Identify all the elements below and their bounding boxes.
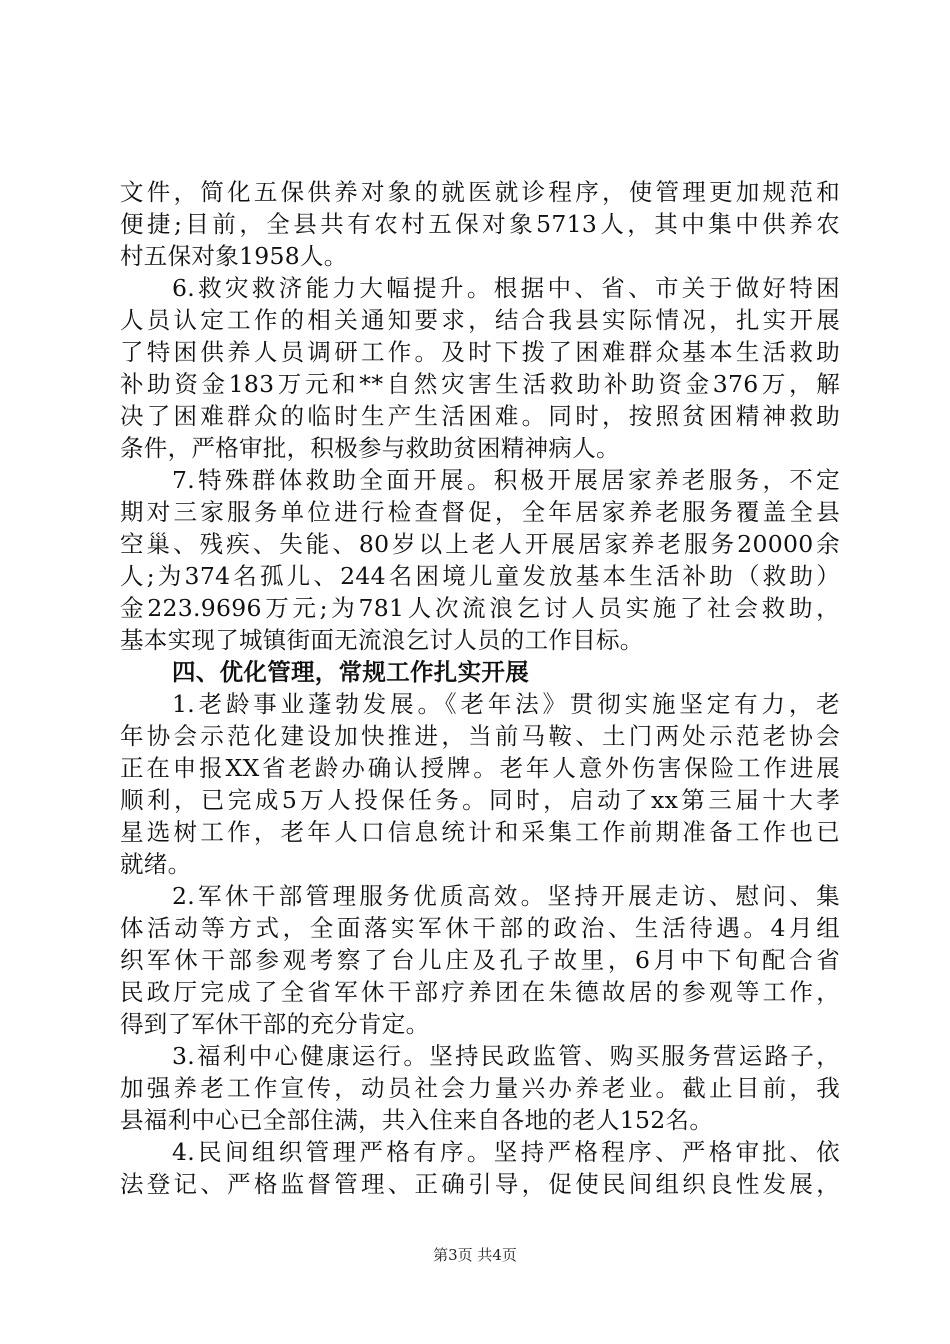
text-line: 县福利中心已全部住满，共入住来自各地的老人152名。 [120, 1106, 714, 1134]
text-line: 体活动等方式，全面落实军休干部的政治、生活待遇。4月组 [120, 914, 840, 942]
text-line: 便捷;目前，全县共有农村五保对象5713人，其中集中供养农 [120, 210, 840, 238]
text-line: 金223.9696万元;为781人次流浪乞讨人员实施了社会救助， [120, 594, 840, 622]
text-line: 条件，严格审批，积极参与救助贫困精神病人。 [120, 434, 620, 462]
text-line: 人;为374名孤儿、244名困境儿童发放基本生活补助（救助） [120, 562, 840, 590]
page-number: 第3页 共4页 [433, 1246, 517, 1264]
text-line: 年协会示范化建设加快推进，当前马鞍、土门两处示范老协会 [120, 722, 840, 750]
text-line: 人员认定工作的相关通知要求，结合我县实际情况，扎实开展 [120, 306, 840, 334]
text-line: 正在申报XX省老龄办确认授牌。老年人意外伤害保险工作进展 [120, 754, 840, 782]
text-line: 基本实现了城镇街面无流浪乞讨人员的工作目标。 [120, 626, 644, 654]
paragraph-4-start: 4.民间组织管理严格有序。坚持严格程序、严格审批、依 [172, 1138, 840, 1166]
paragraph-6-start: 6.救灾救济能力大幅提升。根据中、省、市关于做好特困 [172, 274, 840, 302]
text-line: 就绪。 [120, 850, 192, 878]
text-line: 星选树工作，老年人口信息统计和采集工作前期准备工作也已 [120, 818, 840, 846]
text-line: 决了困难群众的临时生产生活困难。同时，按照贫困精神救助 [120, 402, 840, 430]
paragraph-1-start: 1.老龄事业蓬勃发展。《老年法》贯彻实施坚定有力，老 [172, 690, 840, 718]
paragraph-2-start: 2.军休干部管理服务优质高效。坚持开展走访、慰问、集 [172, 882, 840, 910]
text-line: 法登记、严格监督管理、正确引导，促使民间组织良性发展， [120, 1170, 840, 1198]
text-line: 加强养老工作宣传，动员社会力量兴办养老业。截止目前，我 [120, 1074, 840, 1102]
text-line: 文件，简化五保供养对象的就医就诊程序，使管理更加规范和 [120, 178, 840, 206]
text-line: 村五保对象1958人。 [120, 242, 348, 270]
text-line: 民政厅完成了全省军休干部疗养团在朱德故居的参观等工作， [120, 978, 840, 1006]
paragraph-7-start: 7.特殊群体救助全面开展。积极开展居家养老服务，不定 [172, 466, 840, 494]
section-heading: 四、优化管理，常规工作扎实开展 [172, 658, 529, 686]
text-line: 补助资金183万元和**自然灾害生活救助补助资金376万，解 [120, 370, 840, 398]
text-line: 空巢、残疾、失能、80岁以上老人开展居家养老服务20000余 [120, 530, 840, 558]
text-line: 期对三家服务单位进行检查督促，全年居家养老服务覆盖全县 [120, 498, 840, 526]
text-line: 了特困供养人员调研工作。及时下拨了困难群众基本生活救助 [120, 338, 840, 366]
paragraph-3-start: 3.福利中心健康运行。坚持民政监管、购买服务营运路子， [172, 1042, 840, 1070]
text-line: 顺利，已完成5万人投保任务。同时，启动了xx第三届十大孝 [120, 786, 840, 814]
text-line: 得到了军休干部的充分肯定。 [120, 1010, 430, 1038]
text-line: 织军休干部参观考察了台儿庄及孔子故里，6月中下旬配合省 [120, 946, 840, 974]
